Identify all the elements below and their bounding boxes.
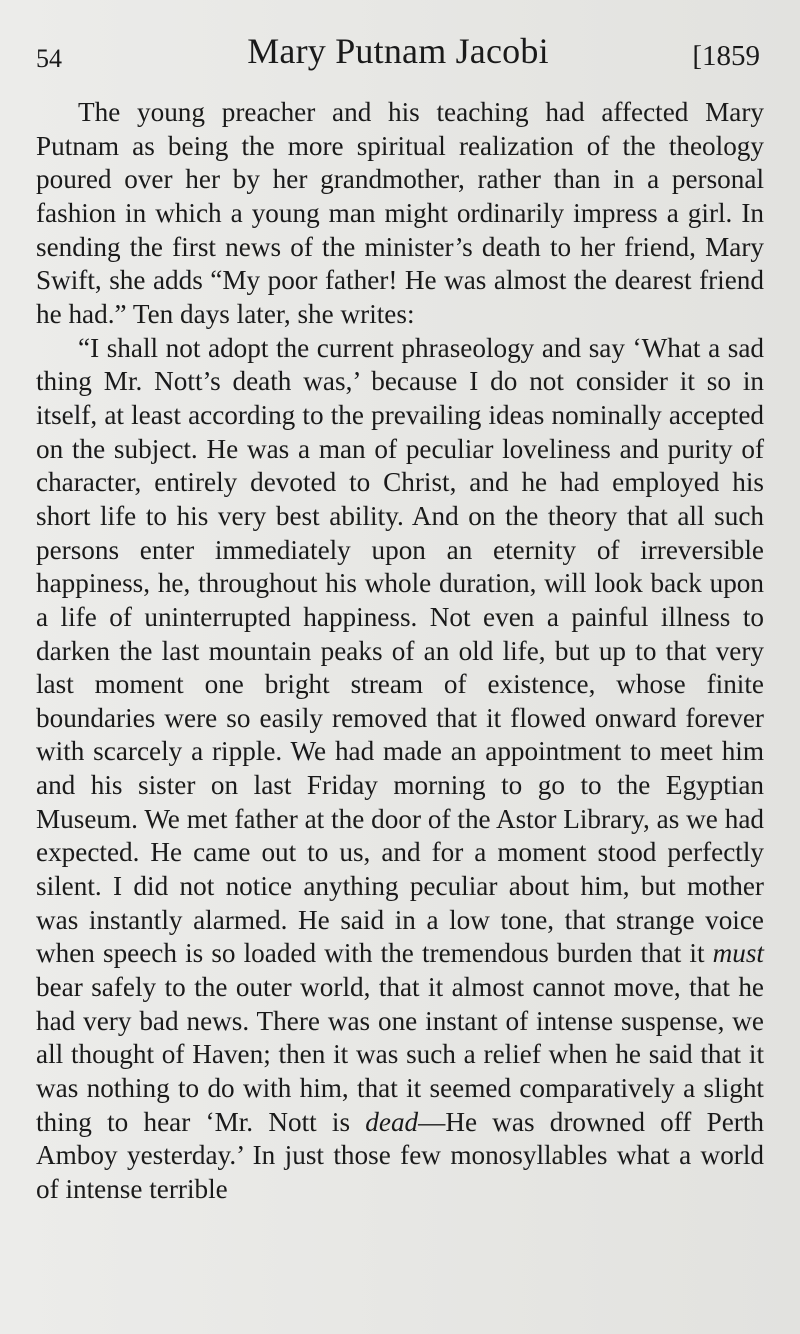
running-head [36, 28, 760, 88]
running-title: Mary Putnam Jacobi [247, 31, 549, 71]
quote-text-part-3: —He was drowned off Perth Amboy yesterday.’ In just those few monosyllables what a world of intense terrible [36, 1106, 764, 1204]
page-number: 54 [36, 44, 62, 73]
paragraph-narrative: The young preacher and his teaching had affected Mary Putnam as being the more spiritual realization of the theology poured over her by her grandmother, rather than in a personal fashion in which a young man might ordinarily impress a girl. In sending the first news of the minister’s death to her friend, Mary Swift, she adds “My poor father! He was almost the dearest friend he had.” Ten days later, she writes: [36, 97, 764, 329]
quote-text-part-2: bear safely to the outer world, that it almost cannot move, that he had very bad news. There was one instant of intense suspense, we all thought of Haven; then it was such a relief when he said that it was nothing to do with him, that it seemed comparatively a slight thing to hear ‘Mr. Nott is [36, 972, 764, 1137]
body-text [36, 96, 764, 1207]
quote-text-part-1: “I shall not adopt the current phraseology and say ‘What a sad thing Mr. Nott’s death was,’ because I do not consider it so in itself, at least according to the prevailing ideas nominally accepted on the subject. He was a man of peculiar loveliness and purity of character, entirely devoted to Christ, and he had employed his short life to his very best ability. And on the theory that all such persons enter immediately upon an eternity of irreversible happiness, he, throughout his whole duration, will look back upon a life of uninterrupted happiness. Not even a painful illness to darken the last mountain peaks of an old life, but up to that very last moment one bright stream of existence, whose finite boundaries were so easily removed that it flowed onward forever with scarcely a ripple. We had made an appointment to meet him and his sister on last Friday morning to go to the Egyptian Museum. We met father at the door of the Astor Library, as we had expected. He came out to us, and for a moment stood perfectly silent. I did not notice anything peculiar about him, but mother was instantly alarmed. He said in a low tone, that strange voice when speech is so loaded with the tremendous burden that it [36, 332, 764, 969]
emphasis-must: must [712, 938, 764, 969]
paragraph-letter-quote [36, 332, 764, 1207]
emphasis-dead: dead [365, 1106, 419, 1137]
running-year: [1859 [692, 40, 760, 72]
